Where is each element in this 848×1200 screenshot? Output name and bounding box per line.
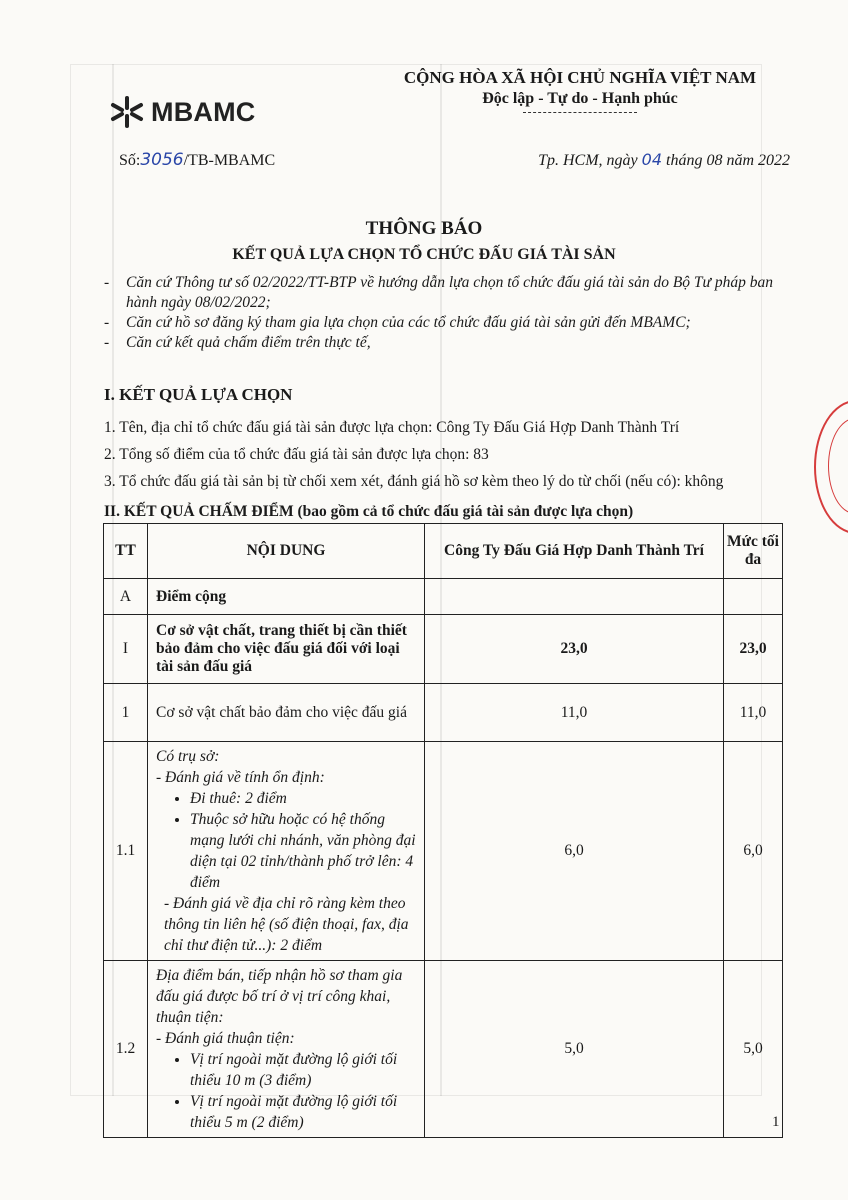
page-number: 1 bbox=[772, 1114, 780, 1130]
bullet-item: • Thuộc sở hữu hoặc có hệ thống mạng lưới chi nhánh, văn phòng đại diện tại 02 tỉnh/thành phố trở lên: 4 điểm bbox=[190, 809, 416, 893]
row-score bbox=[425, 579, 724, 615]
red-seal-inner-ring bbox=[828, 418, 848, 514]
content-line: Có trụ sở: bbox=[156, 748, 220, 765]
row-tt: I bbox=[104, 615, 148, 684]
date-suffix: tháng 08 năm 2022 bbox=[662, 152, 790, 169]
bullet-item: • Vị trí ngoài mặt đường lộ giới tối thiểu 5 m (2 điểm) bbox=[190, 1091, 416, 1133]
document-subtitle: KẾT QUẢ LỰA CHỌN TỔ CHỨC ĐẤU GIÁ TÀI SẢN bbox=[232, 246, 616, 263]
result-item: 3. Tổ chức đấu giá tài sản bị từ chối xem xét, đánh giá hồ sơ kèm theo lý do từ chối (nếu có): không bbox=[104, 473, 724, 490]
col-header-content: NỘI DUNG bbox=[148, 524, 425, 579]
legal-basis-item: - Căn cứ Thông tư số 02/2022/TT-BTP về hướng dẫn lựa chọn tổ chức đấu giá tài sản do Bộ Tư pháp ban hành ngày 08/02/2022; bbox=[104, 273, 784, 313]
legal-bases-list bbox=[104, 273, 784, 353]
row-max: 11,0 bbox=[724, 684, 783, 742]
row-score: 5,0 bbox=[425, 961, 724, 1138]
content-line: - Đánh giá về tính ổn định: bbox=[156, 769, 325, 786]
bullet-list bbox=[156, 788, 416, 893]
row-score: 23,0 bbox=[425, 615, 724, 684]
row-max bbox=[724, 579, 783, 615]
company-logo bbox=[107, 92, 255, 132]
content-line: - Đánh giá thuận tiện: bbox=[156, 1030, 295, 1047]
table-row bbox=[104, 961, 783, 1138]
row-max: 23,0 bbox=[724, 615, 783, 684]
doc-number-suffix: /TB-MBAMC bbox=[183, 152, 276, 169]
col-header-company: Công Ty Đấu Giá Hợp Danh Thành Trí bbox=[425, 524, 724, 579]
document-number bbox=[119, 150, 275, 170]
row-tt: 1.1 bbox=[104, 742, 148, 961]
doc-number-handwritten: 3056 bbox=[140, 150, 184, 170]
red-seal-stamp bbox=[814, 400, 848, 534]
bullet-item: • Đi thuê: 2 điểm bbox=[190, 788, 416, 809]
section-1-heading: I. KẾT QUẢ LỰA CHỌN bbox=[104, 385, 293, 404]
row-content bbox=[148, 742, 425, 961]
date-day-handwritten: 04 bbox=[641, 150, 662, 169]
content-line: Địa điểm bán, tiếp nhận hồ sơ tham gia đấu giá được bố trí ở vị trí công khai, thuận tiện: bbox=[156, 967, 403, 1026]
row-max: 6,0 bbox=[724, 742, 783, 961]
date-prefix: Tp. HCM, ngày bbox=[538, 152, 642, 169]
row-tt: A bbox=[104, 579, 148, 615]
col-header-tt: TT bbox=[104, 524, 148, 579]
table-header-row bbox=[104, 524, 783, 579]
scoring-table bbox=[103, 523, 783, 1138]
row-content: Điểm cộng bbox=[148, 579, 425, 615]
result-item: 1. Tên, địa chỉ tổ chức đấu giá tài sản được lựa chọn: Công Ty Đấu Giá Hợp Danh Thành Trí bbox=[104, 419, 680, 436]
row-max: 5,0 bbox=[724, 961, 783, 1138]
document-date bbox=[450, 150, 790, 170]
national-heading bbox=[380, 68, 780, 113]
table-row bbox=[104, 615, 783, 684]
doc-number-prefix: Số: bbox=[119, 152, 141, 169]
document-title: THÔNG BÁO bbox=[365, 218, 483, 239]
row-score: 6,0 bbox=[425, 742, 724, 961]
logo-text: MBAMC bbox=[151, 96, 256, 127]
content-line: - Đánh giá về địa chỉ rõ ràng kèm theo thông tin liên hệ (số điện thoại, fax, địa chỉ thư điện tử...): 2 điểm bbox=[164, 895, 409, 954]
nation-name: CỘNG HÒA XÃ HỘI CHỦ NGHĨA VIỆT NAM bbox=[403, 68, 757, 87]
national-motto: Độc lập - Tự do - Hạnh phúc bbox=[482, 90, 678, 107]
legal-basis-item: - Căn cứ hồ sơ đăng ký tham gia lựa chọn của các tổ chức đấu giá tài sản gửi đến MBAMC; bbox=[104, 313, 784, 333]
row-content bbox=[148, 961, 425, 1138]
row-tt: 1 bbox=[104, 684, 148, 742]
row-content: Cơ sở vật chất, trang thiết bị cần thiết bảo đảm cho việc đấu giá đối với loại tài sản đấu giá bbox=[148, 615, 425, 684]
row-content: Cơ sở vật chất bảo đảm cho việc đấu giá bbox=[148, 684, 425, 742]
section-1-items bbox=[104, 414, 804, 495]
legal-basis-item: - Căn cứ kết quả chấm điểm trên thực tế, bbox=[104, 333, 784, 353]
motto-underline bbox=[523, 112, 637, 113]
row-tt: 1.2 bbox=[104, 961, 148, 1138]
bullet-list bbox=[156, 1049, 416, 1133]
result-item: 2. Tổng số điểm của tổ chức đấu giá tài sản được lựa chọn: 83 bbox=[104, 446, 489, 463]
col-header-max: Mức tối đa bbox=[724, 524, 783, 579]
table-row bbox=[104, 579, 783, 615]
bullet-item: • Vị trí ngoài mặt đường lộ giới tối thiểu 10 m (3 điểm) bbox=[190, 1049, 416, 1091]
table-row bbox=[104, 742, 783, 961]
mbamc-star-icon bbox=[107, 92, 147, 132]
section-2-heading: II. KẾT QUẢ CHẤM ĐIỂM (bao gồm cả tổ chức đấu giá tài sản được lựa chọn) bbox=[104, 503, 634, 520]
row-score: 11,0 bbox=[425, 684, 724, 742]
table-row bbox=[104, 684, 783, 742]
